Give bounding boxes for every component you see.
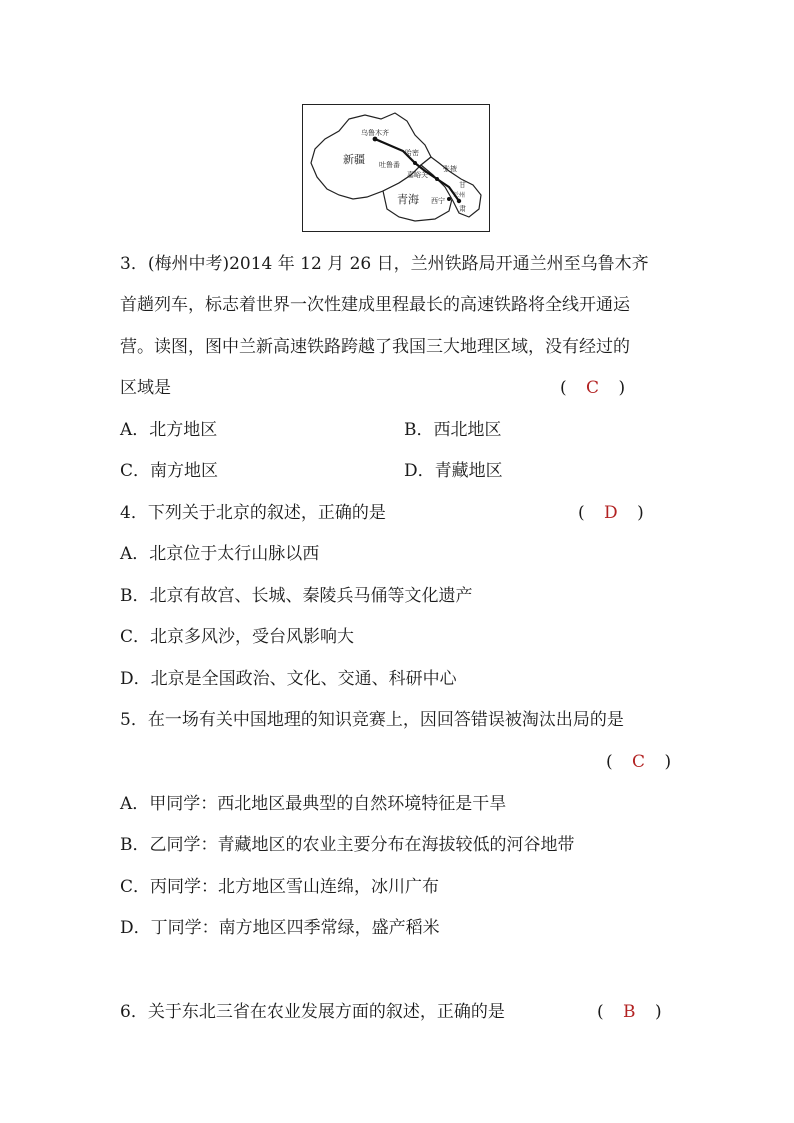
q4-option-d: D．北京是全国政治、文化、交通、科研中心 [120, 669, 457, 689]
q3-line3: 营。读图，图中兰新高速铁路跨越了我国三大地理区域，没有经过的 [120, 337, 630, 357]
map-svg [303, 105, 489, 231]
q5-answer: C [632, 752, 646, 772]
station-jiayuguan [435, 177, 439, 181]
station-xining [447, 197, 451, 201]
q5-option-b: B．乙同学：青藏地区的农业主要分布在海拔较低的河谷地带 [120, 835, 575, 855]
station-lanzhou [457, 199, 461, 203]
q3-paren-open: ( [560, 378, 567, 398]
q6-paren-open: ( [597, 1002, 604, 1022]
q3-option-d: D．青藏地区 [404, 461, 503, 481]
label-zhangye: 张掖 [443, 165, 457, 173]
station-hami [413, 161, 417, 165]
label-su: 肃 [459, 205, 466, 213]
q5-option-a: A．甲同学：西北地区最典型的自然环境特征是干旱 [120, 794, 507, 814]
q5-option-c: C．丙同学：北方地区雪山连绵，冰川广布 [120, 877, 440, 897]
q3-paren-close: ) [618, 378, 626, 398]
q4-stem: 4．下列关于北京的叙述，正确的是 [120, 503, 386, 523]
q4-answer-bracket [578, 502, 644, 524]
q5-option-d: D．丁同学：南方地区四季常绿，盛产稻米 [120, 918, 440, 938]
q3-option-c: C．南方地区 [120, 461, 219, 481]
label-turpan: 吐鲁番 [379, 161, 400, 169]
q3-option-a: A．北方地区 [120, 420, 218, 440]
q6-paren-close: ) [654, 1002, 662, 1022]
q5-stem: 5．在一场有关中国地理的知识竞赛上，因回答错误被淘汰出局的是 [120, 710, 624, 730]
q5-paren-open: ( [606, 752, 613, 772]
q4-paren-open: ( [578, 503, 585, 523]
q3-line4: 区域是 [120, 378, 171, 398]
railway-map-figure [302, 104, 490, 232]
q5-paren-close: ) [664, 752, 672, 772]
q3-answer-bracket [560, 377, 625, 399]
label-urumqi: 乌鲁木齐 [361, 129, 389, 137]
q4-option-b: B．北京有故宫、长城、秦陵兵马俑等文化遗产 [120, 586, 473, 606]
label-gan: 甘 [459, 181, 466, 189]
q4-answer: D [604, 503, 618, 523]
q3-line1: 3．(梅州中考)2014 年 12 月 26 日，兰州铁路局开通兰州至乌鲁木齐 [120, 254, 649, 274]
label-xinjiang: 新疆 [343, 153, 365, 166]
label-hami: 哈密 [405, 149, 419, 157]
q3-line2: 首趟列车，标志着世界一次性建成里程最长的高速铁路将全线开通运 [120, 295, 630, 315]
label-xining: 西宁 [431, 197, 445, 205]
q6-answer: B [623, 1002, 636, 1022]
label-qinghai: 青海 [397, 193, 419, 206]
q6-stem: 6．关于东北三省在农业发展方面的叙述，正确的是 [120, 1002, 505, 1022]
station-urumqi [373, 137, 378, 142]
q6-answer-bracket [597, 1001, 662, 1023]
q4-option-a: A．北京位于太行山脉以西 [120, 544, 320, 564]
q3-answer: C [586, 378, 600, 398]
q5-answer-bracket [606, 751, 671, 773]
label-jiayuguan: 嘉峪关 [407, 171, 428, 179]
q4-option-c: C．北京多风沙，受台风影响大 [120, 627, 355, 647]
label-lanzhou: 兰州 [453, 192, 466, 199]
q3-option-b: B．西北地区 [404, 420, 502, 440]
q4-paren-close: ) [637, 503, 644, 523]
